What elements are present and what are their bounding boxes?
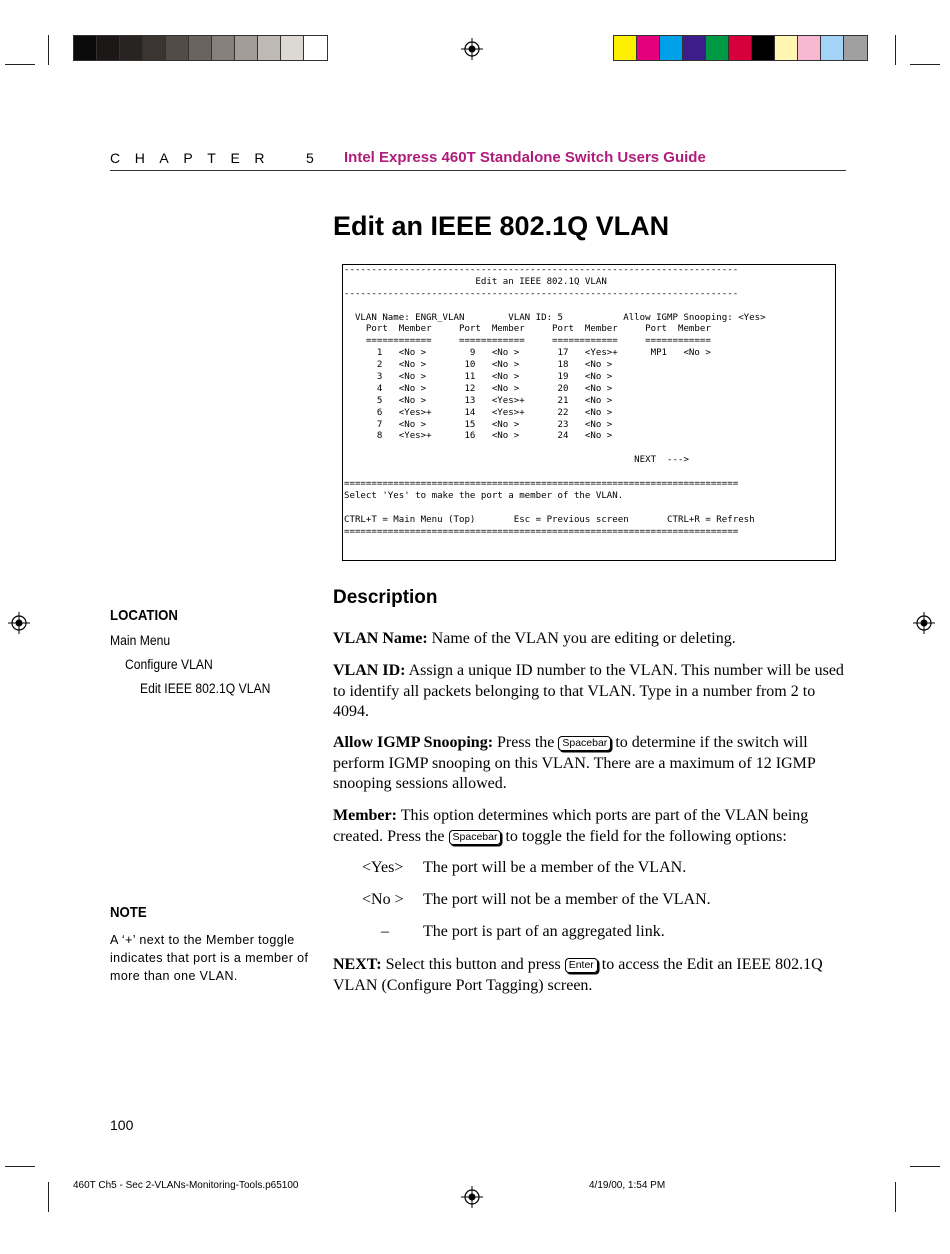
spacebar-key-icon: Spacebar [449, 830, 502, 845]
color-swatch [844, 36, 867, 60]
color-swatch [97, 36, 120, 60]
option-no-term: <No > [362, 891, 404, 908]
terminal-line [344, 467, 766, 479]
footer-date: 4/19/00, 1:54 PM [589, 1180, 666, 1191]
note-text: A ‘+’ next to the Member toggle indicates that port is a member of more than one VLAN. [110, 933, 309, 983]
crop-mark [48, 35, 49, 65]
igmp-description [333, 733, 848, 795]
spacebar-key-icon: Spacebar [558, 736, 611, 751]
chapter-header [110, 150, 846, 171]
location-item-configure-vlan: Configure VLAN [125, 657, 213, 672]
terminal-line: 5 <No > 13 <Yes>+ 21 <No > [344, 395, 613, 406]
igmp-term: Allow IGMP Snooping: [333, 734, 494, 751]
color-swatch [706, 36, 729, 60]
color-swatch [683, 36, 706, 60]
crop-mark [5, 1166, 35, 1167]
color-swatch [752, 36, 775, 60]
terminal-line: ------------------------------------------------------------------------ [344, 288, 739, 299]
chapter-label: CHAPTER [110, 150, 280, 166]
terminal-line: ======================================================================== [344, 526, 739, 537]
terminal-line: ------------------------------------------------------------------------ [344, 265, 739, 275]
crop-mark [910, 64, 940, 65]
terminal-line: Edit an IEEE 802.1Q VLAN [344, 276, 607, 287]
color-swatch [143, 36, 166, 60]
terminal-line [344, 301, 766, 313]
terminal-line: 3 <No > 11 <No > 19 <No > [344, 372, 613, 383]
terminal-line: VLAN Name: ENGR_VLAN VLAN ID: 5 Allow IGMP Snooping: <Yes> [344, 312, 766, 323]
terminal-line: Port Member Port Member Port Member Port Member [344, 324, 711, 335]
color-swatch [166, 36, 189, 60]
member-text-before: This option determines which ports are part of the VLAN being created. Press the [333, 807, 809, 845]
member-text-after: to toggle the field for the following options: [505, 827, 787, 845]
color-swatch [614, 36, 637, 60]
registration-mark-icon [913, 612, 935, 634]
chapter-number: 5 [306, 150, 314, 166]
terminal-line: CTRL+T = Main Menu (Top) Esc = Previous screen CTRL+R = Refresh [344, 514, 755, 525]
color-swatch [74, 36, 97, 60]
color-swatch [637, 36, 660, 60]
terminal-line [344, 503, 766, 515]
note-heading: NOTE [110, 904, 147, 921]
crop-mark [895, 35, 896, 65]
vlan-name-description [333, 629, 848, 650]
terminal-text [344, 265, 766, 538]
color-swatch [729, 36, 752, 60]
terminal-line: Select 'Yes' to make the port a member of the VLAN. [344, 490, 624, 501]
color-swatch [120, 36, 143, 60]
vlan-name-term: VLAN Name: [333, 630, 428, 647]
vlan-id-term: VLAN ID: [333, 662, 406, 679]
member-term: Member: [333, 807, 397, 824]
crop-mark [48, 1182, 49, 1212]
vlan-id-text: Assign a unique ID number to the VLAN. This number will be used to identify all packets belonging to that VLAN. Type in a number from 2 to 4094. [333, 662, 844, 720]
terminal-line: 4 <No > 12 <No > 20 <No > [344, 383, 613, 394]
vlan-id-description [333, 661, 848, 723]
next-term: NEXT: [333, 956, 382, 973]
color-swatch [660, 36, 683, 60]
process-color-bar [613, 35, 868, 61]
igmp-text-before: Press the [497, 734, 555, 751]
registration-mark-icon [8, 612, 30, 634]
crop-mark [895, 1182, 896, 1212]
page-number: 100 [110, 1117, 134, 1133]
location-item-main-menu: Main Menu [110, 633, 171, 648]
color-swatch [304, 36, 327, 60]
page-title: Edit an IEEE 802.1Q VLAN [333, 211, 670, 241]
crop-mark [910, 1166, 940, 1167]
guide-title: Intel Express 460T Standalone Switch Users Guide [344, 149, 706, 166]
option-yes-text: The port will be a member of the VLAN. [423, 859, 687, 876]
igmp-text-after: to determine if the switch will perform IGMP snooping on this VLAN. There are a maximum of 12 IGMP snooping sessions allowed. [333, 734, 816, 792]
option-no-text: The port will not be a member of the VLAN. [423, 891, 711, 908]
terminal-line: 6 <Yes>+ 14 <Yes>+ 22 <No > [344, 407, 613, 418]
description-title: Description [333, 587, 438, 608]
color-swatch [775, 36, 798, 60]
member-description [333, 806, 848, 847]
option-yes-term: <Yes> [362, 859, 404, 876]
next-description [333, 955, 848, 996]
terminal-screenshot [342, 264, 836, 561]
grayscale-color-bar [73, 35, 328, 61]
footer-file-name: 460T Ch5 - Sec 2-VLANs-Monitoring-Tools.p65100 [73, 1180, 299, 1191]
color-swatch [189, 36, 212, 60]
color-swatch [281, 36, 304, 60]
color-swatch [798, 36, 821, 60]
registration-mark-icon [461, 1186, 483, 1208]
color-swatch [212, 36, 235, 60]
option-dash-text: The port is part of an aggregated link. [423, 923, 665, 940]
color-swatch [258, 36, 281, 60]
vlan-name-text: Name of the VLAN you are editing or deleting. [431, 630, 736, 647]
location-heading: LOCATION [110, 607, 178, 624]
crop-mark [5, 64, 35, 65]
color-swatch [235, 36, 258, 60]
terminal-line: 7 <No > 15 <No > 23 <No > [344, 419, 613, 430]
color-swatch [821, 36, 844, 60]
next-text-before: Select this button and press [385, 956, 561, 973]
terminal-line: ======================================================================== [344, 479, 739, 490]
terminal-line: 8 <Yes>+ 16 <No > 24 <No > [344, 431, 613, 442]
terminal-line: NEXT ---> [344, 455, 689, 466]
registration-mark-icon [461, 38, 483, 60]
terminal-line [344, 443, 766, 455]
enter-key-icon: Enter [565, 958, 598, 973]
terminal-line: 1 <No > 9 <No > 17 <Yes>+ MP1 <No > [344, 348, 711, 359]
location-item-edit-vlan: Edit IEEE 802.1Q VLAN [140, 681, 271, 696]
next-text-after: to access the Edit an IEEE 802.1Q VLAN (Configure Port Tagging) screen. [333, 956, 823, 994]
terminal-line: 2 <No > 10 <No > 18 <No > [344, 360, 613, 371]
option-dash-term: – [381, 923, 389, 940]
terminal-line: ============ ============ ============ ============ [344, 336, 711, 347]
